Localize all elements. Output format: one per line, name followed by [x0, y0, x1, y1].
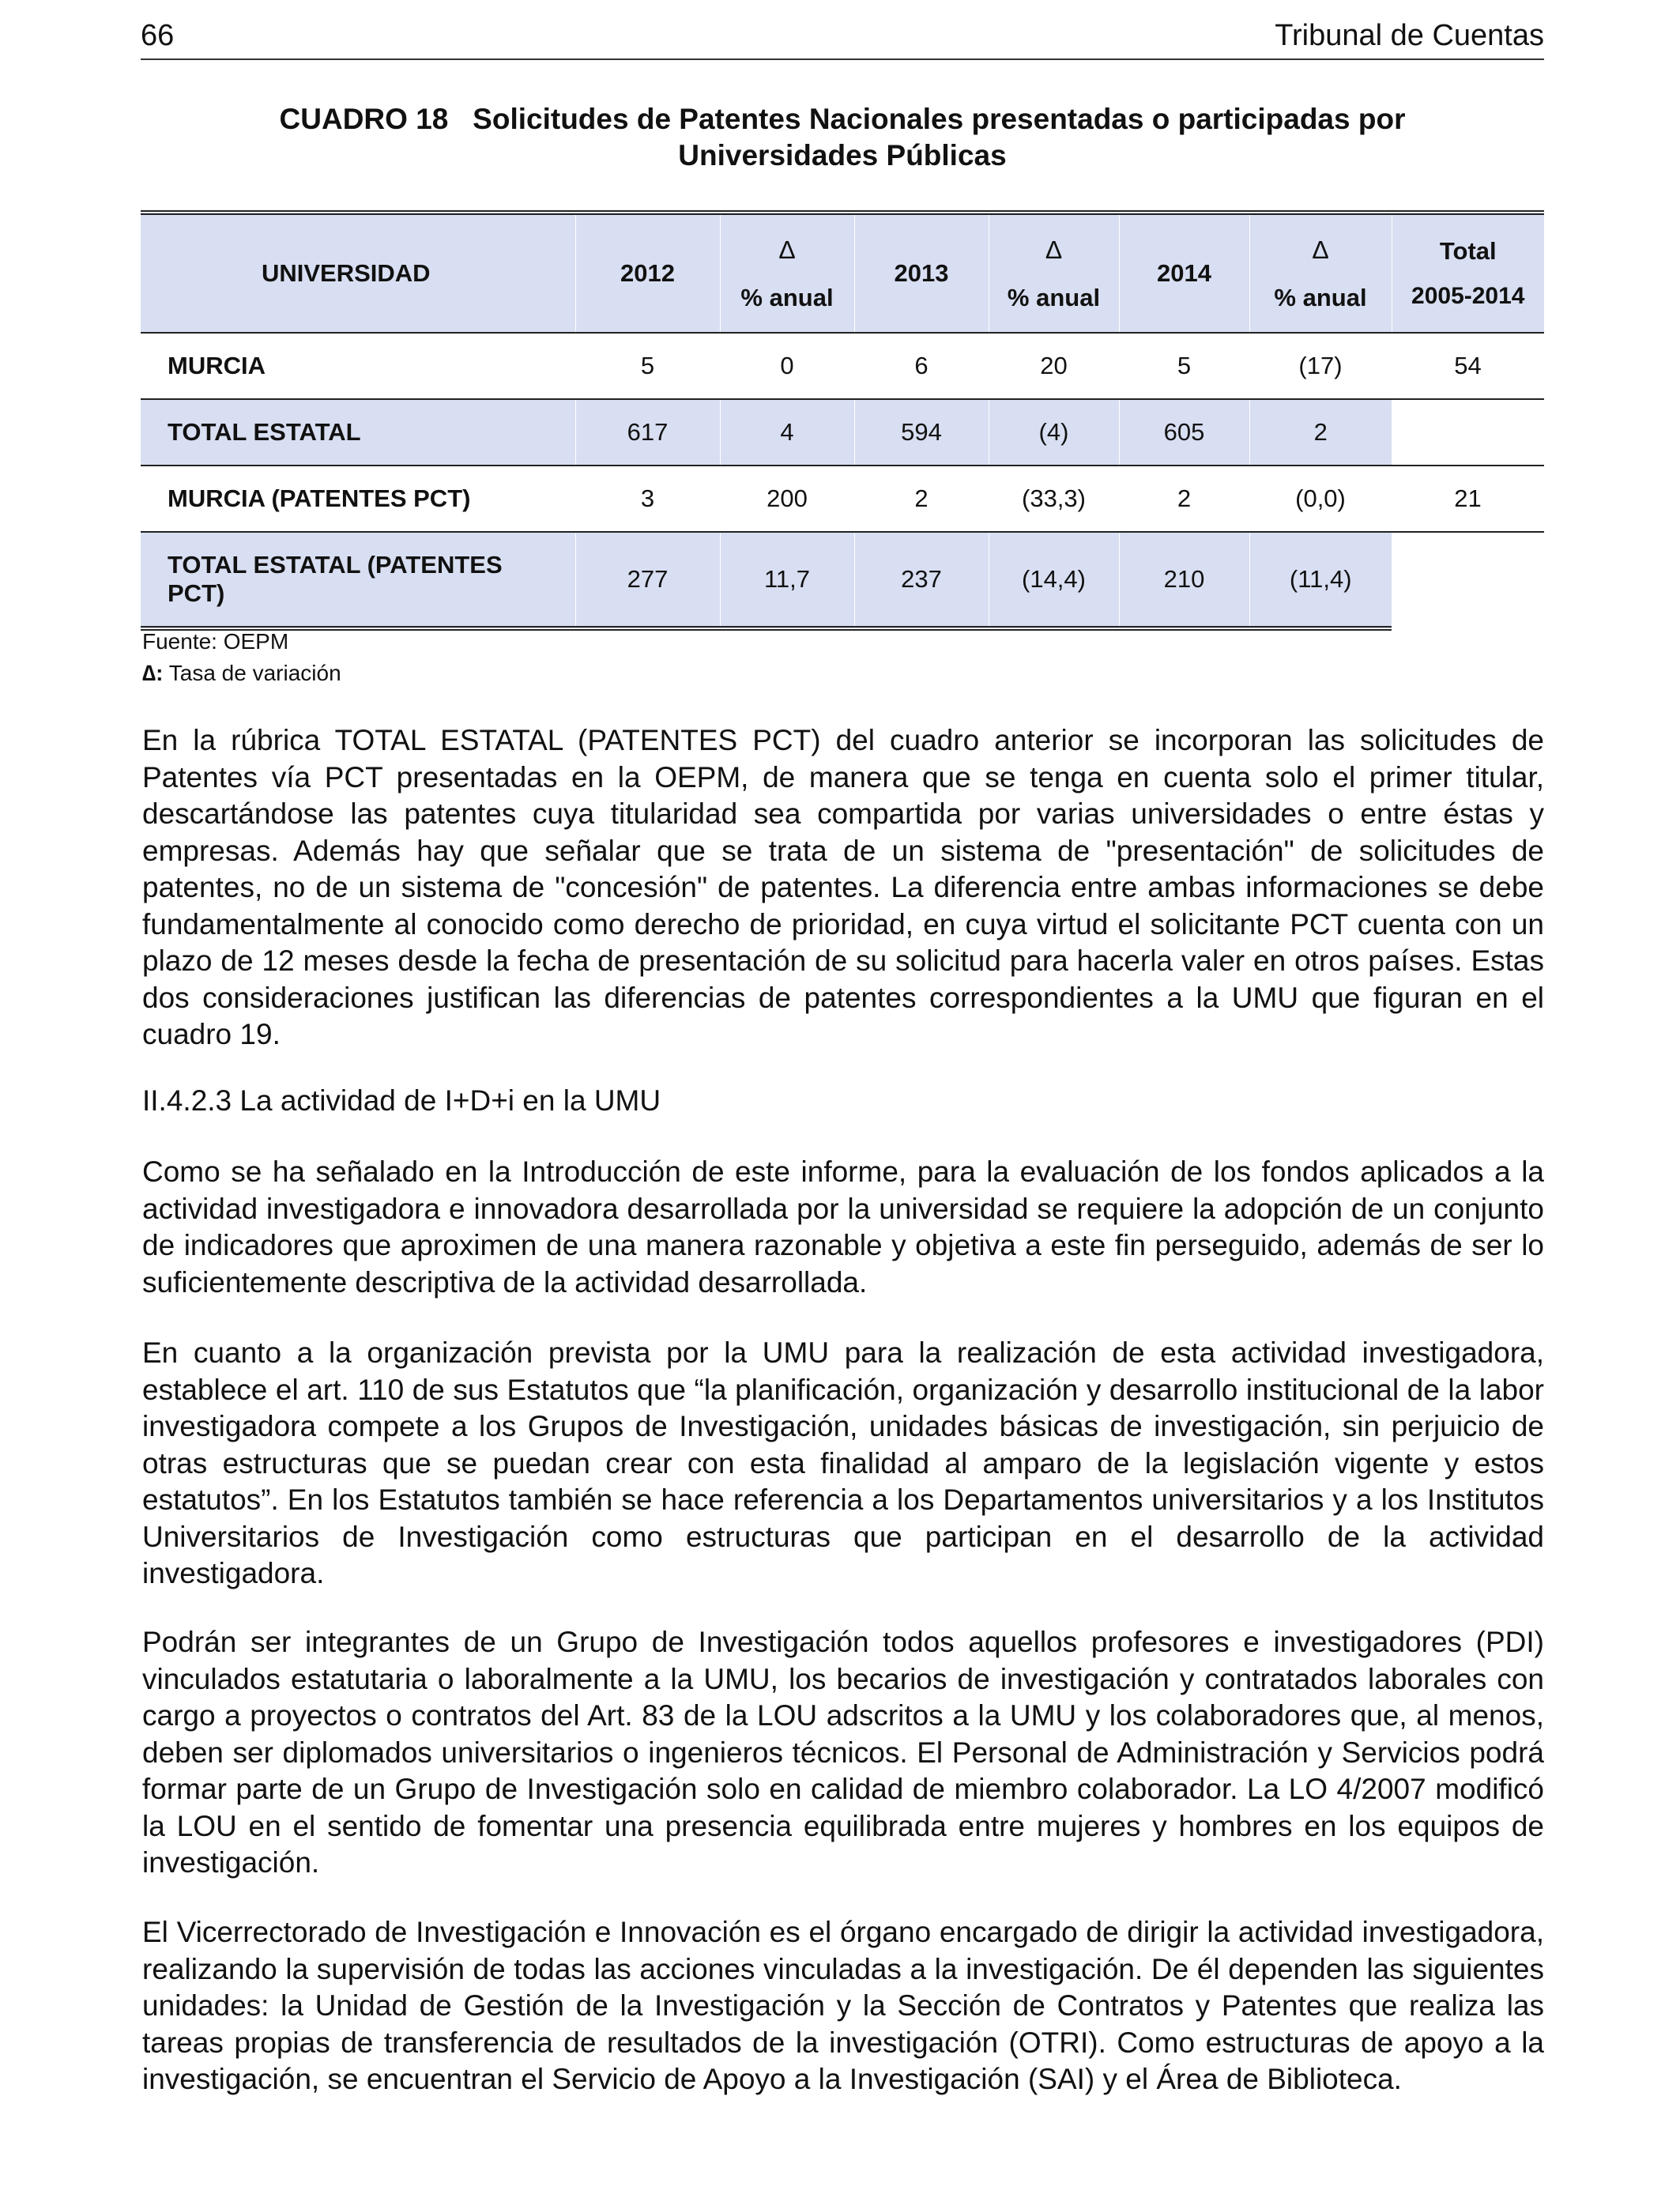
table-header-row: [141, 213, 1544, 333]
cell-total: 54: [1392, 333, 1544, 399]
cell-delta-3: (0,0): [1249, 466, 1392, 532]
row-label-line-1: TOTAL ESTATAL (PATENTES: [168, 551, 503, 579]
paragraph-text: El Vicerrectorado de Investigación e Innovación es el órgano encargado de dirigir la actividad investigadora, realizando la supervisión de todas las acciones vinculadas a la investigación. De él dependen las siguientes unidades: la Unidad de Gestión de la Investigación y la Sección de Contratos y Patentes que realiza las tareas propias de transferencia de resultados de la investigación (OTRI). Como estructuras de apoyo a la investigación, se encuentran el Servicio de Apoyo a la Investigación (SAI) y el Área de Biblioteca.: [142, 1916, 1544, 2095]
header-universidad: UNIVERSIDAD: [141, 213, 575, 333]
paragraph-3: [142, 1335, 1544, 1593]
row-label: MURCIA (PATENTES PCT): [141, 466, 575, 532]
running-title: Tribunal de Cuentas: [1275, 19, 1544, 52]
row-label: MURCIA: [141, 333, 575, 399]
cell-total: 21: [1392, 466, 1544, 532]
table-row: [141, 333, 1544, 399]
table-notes: [142, 626, 341, 689]
delta-symbol: ∆: [779, 235, 795, 264]
paragraph-text: Podrán ser integrantes de un Grupo de Investigación todos aquellos profesores e investigadores (PDI) vinculados estatutaria o laboralmente a la UMU, los becarios de investigación y contratados laborales con cargo a proyectos o contratos del Art. 83 de la LOU adscritos a la UMU y los colaboradores que, al menos, deben ser diplomados universitarios o ingenieros técnicos. El Personal de Administración y Servicios podrá formar parte de un Grupo de Investigación solo en calidad de miembro colaborador. La LO 4/2007 modificó la LOU en el sentido de fomentar una presencia equilibrada entre mujeres y hombres en los equipos de investigación.: [142, 1626, 1544, 1879]
cell-delta-1: 11,7: [720, 532, 854, 628]
header-2012: 2012: [575, 213, 720, 333]
cell-delta-1: 200: [720, 466, 854, 532]
header-delta-2: [989, 213, 1119, 333]
cell-2013: 237: [854, 532, 989, 628]
paragraph-text: Como se ha señalado en la Introducción de este informe, para la evaluación de los fondos aplicados a la actividad investigadora e innovadora desarrollada por la universidad se requiere la adopción de un conjunto de indicadores que aproximen de una manera razonable y objetiva a este fin perseguido, además de ser lo suficientemente descriptiva de la actividad desarrollada.: [142, 1155, 1544, 1299]
header-2013: 2013: [854, 213, 989, 333]
delta-note-text: Tasa de variación: [163, 661, 341, 685]
delta-symbol: ∆: [1045, 235, 1062, 264]
cell-delta-2: (4): [989, 399, 1119, 466]
cell-delta-1: 0: [720, 333, 854, 399]
header-pct-anual: % anual: [1007, 283, 1101, 311]
table-row: [141, 399, 1544, 466]
paragraph-2: [142, 1154, 1544, 1301]
cell-2012: 277: [575, 532, 720, 628]
cell-total: [1392, 399, 1544, 466]
delta-note: [142, 658, 341, 689]
cell-2013: 2: [854, 466, 989, 532]
paragraph-4: [142, 1624, 1544, 1882]
cell-2012: 617: [575, 399, 720, 466]
paragraph-1: [142, 722, 1544, 1054]
source-note: Fuente: OEPM: [142, 629, 289, 654]
caption-line-1: CUADRO 18 Solicitudes de Patentes Nacionales presentadas o participadas por: [279, 103, 1406, 135]
delta-note-symbol: ∆:: [142, 661, 164, 685]
header-delta-3: [1249, 213, 1392, 333]
patents-table: [141, 210, 1544, 631]
page-number: 66: [141, 19, 175, 52]
header-pct-anual: % anual: [1274, 283, 1367, 311]
cell-delta-2: 20: [989, 333, 1119, 399]
table-caption: [141, 101, 1544, 174]
header-pct-anual: % anual: [740, 283, 834, 311]
paragraph-text: En cuanto a la organización prevista por la UMU para la realización de esta actividad investigadora, establece el art. 110 de sus Estatutos que “la planificación, organización y desarrollo institucional de la labor investigadora compete a los Grupos de Investigación, unidades básicas de investigación, sin perjuicio de otras estructuras que se puedan crear con esta finalidad al amparo de la legislación vigente y estos estatutos”. En los Estatutos también se hace referencia a los Departamentos universitarios y a los Institutos Universitarios de Investigación como estructuras que participan en el desarrollo de la actividad investigadora.: [142, 1336, 1544, 1589]
header-total-line1: Total: [1439, 237, 1497, 265]
cell-2012: 3: [575, 466, 720, 532]
caption-line-2: Universidades Públicas: [678, 139, 1007, 172]
cell-delta-3: (17): [1249, 333, 1392, 399]
delta-symbol: ∆: [1313, 235, 1328, 264]
cell-2014: 605: [1119, 399, 1249, 466]
paragraph-text: En la rúbrica TOTAL ESTATAL (PATENTES PCT) del cuadro anterior se incorporan las solicitudes de Patentes vía PCT presentadas en la OEPM, de manera que se tenga en cuenta solo el primer titular, descartándose las patentes cuya titularidad sea compartida por varias universidades o entre éstas y empresas. Además hay que señalar que se trata de un sistema de "presentación" de solicitudes de patentes, no de un sistema de "concesión" de patentes. La diferencia entre ambas informaciones se debe fundamentalmente al conocido como derecho de prioridad, en cuya virtud el solicitante PCT cuenta con un plazo de 12 meses desde la fecha de presentación de su solicitud para hacerla valer en otros países. Estas dos consideraciones justifican las diferencias de patentes correspondientes a la UMU que figuran en el cuadro 19.: [142, 724, 1544, 1050]
cell-2014: 2: [1119, 466, 1249, 532]
cell-2013: 594: [854, 399, 989, 466]
cell-total: [1392, 532, 1544, 628]
header-delta-1: [720, 213, 854, 333]
cell-delta-3: 2: [1249, 399, 1392, 466]
cell-2012: 5: [575, 333, 720, 399]
header-total-line2: 2005-2014: [1411, 283, 1525, 309]
cell-delta-2: (14,4): [989, 532, 1119, 628]
table-row: [141, 466, 1544, 532]
cell-2014: 210: [1119, 532, 1249, 628]
table-row: [141, 532, 1544, 628]
row-label-line-2: PCT): [168, 579, 225, 607]
paragraph-5: [142, 1914, 1544, 2098]
cell-delta-1: 4: [720, 399, 854, 466]
header-total: [1392, 213, 1544, 333]
section-heading: II.4.2.3 La actividad de I+D+i en la UMU: [142, 1084, 661, 1117]
cell-delta-2: (33,3): [989, 466, 1119, 532]
cell-delta-3: (11,4): [1249, 532, 1392, 628]
cell-2013: 6: [854, 333, 989, 399]
row-label: TOTAL ESTATAL: [141, 399, 575, 466]
header-2014: 2014: [1119, 213, 1249, 333]
cell-2014: 5: [1119, 333, 1249, 399]
row-label: [141, 532, 575, 628]
header-rule: [141, 58, 1544, 60]
